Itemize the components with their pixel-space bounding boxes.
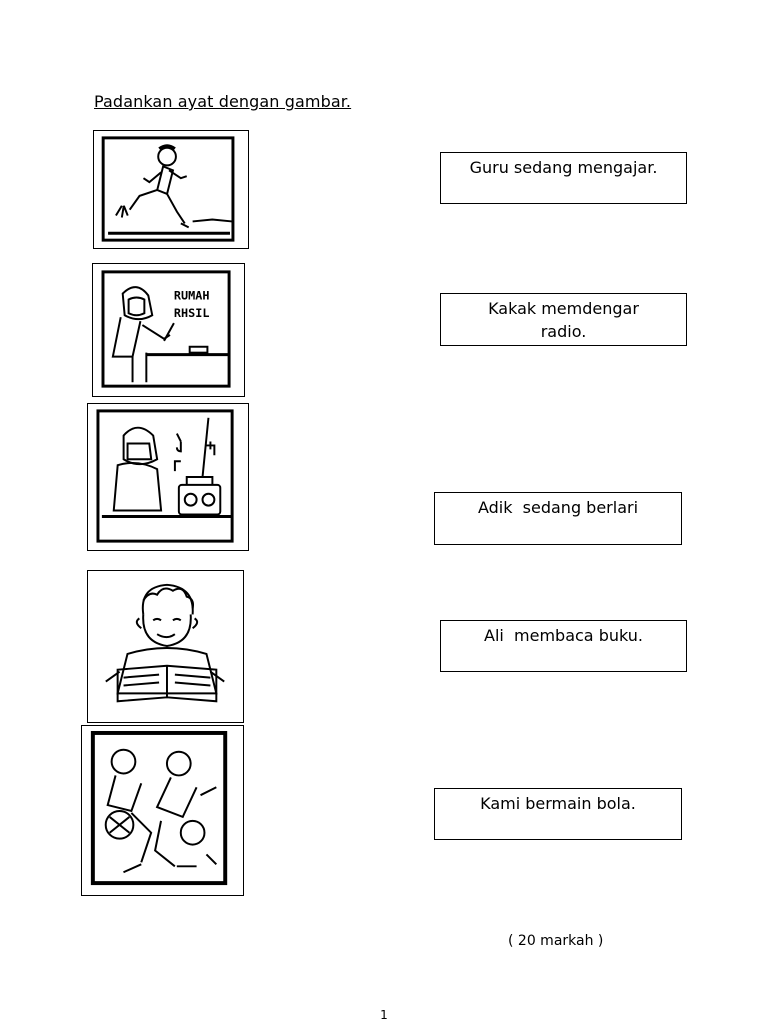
instruction-heading: Padankan ayat dengan gambar. [94,92,352,111]
sentence-text: Adik sedang berlari [477,498,639,517]
sentence-box-4[interactable] [440,620,687,672]
boy-running-icon [94,131,248,248]
picture-frame-2 [92,263,245,397]
sentence-box-3[interactable] [434,492,682,545]
sentence-text: Kami bermain bola. [480,794,636,813]
picture-frame-5 [81,725,244,896]
sentence-text: Kakak memdengar radio. [488,299,639,341]
girl-listening-radio-icon [88,404,248,550]
boy-reading-book-icon [88,571,243,722]
picture-frame-4 [87,570,244,723]
children-playing-ball-icon [82,726,243,895]
teacher-teaching-icon [93,264,244,396]
page-number: 1 [380,1008,388,1022]
sentence-box-2[interactable] [440,293,687,346]
sentence-box-1[interactable] [440,152,687,204]
picture-frame-3 [87,403,249,551]
sentence-text: Guru sedang mengajar. [469,158,658,177]
board-text-line-2: RHSIL [173,306,210,321]
sentence-text: Ali membaca buku. [484,626,643,645]
sentence-box-5[interactable] [434,788,682,840]
marks-label: ( 20 markah ) [508,933,604,949]
board-text-line-1: RUMAH [173,288,210,303]
picture-frame-1 [93,130,249,249]
